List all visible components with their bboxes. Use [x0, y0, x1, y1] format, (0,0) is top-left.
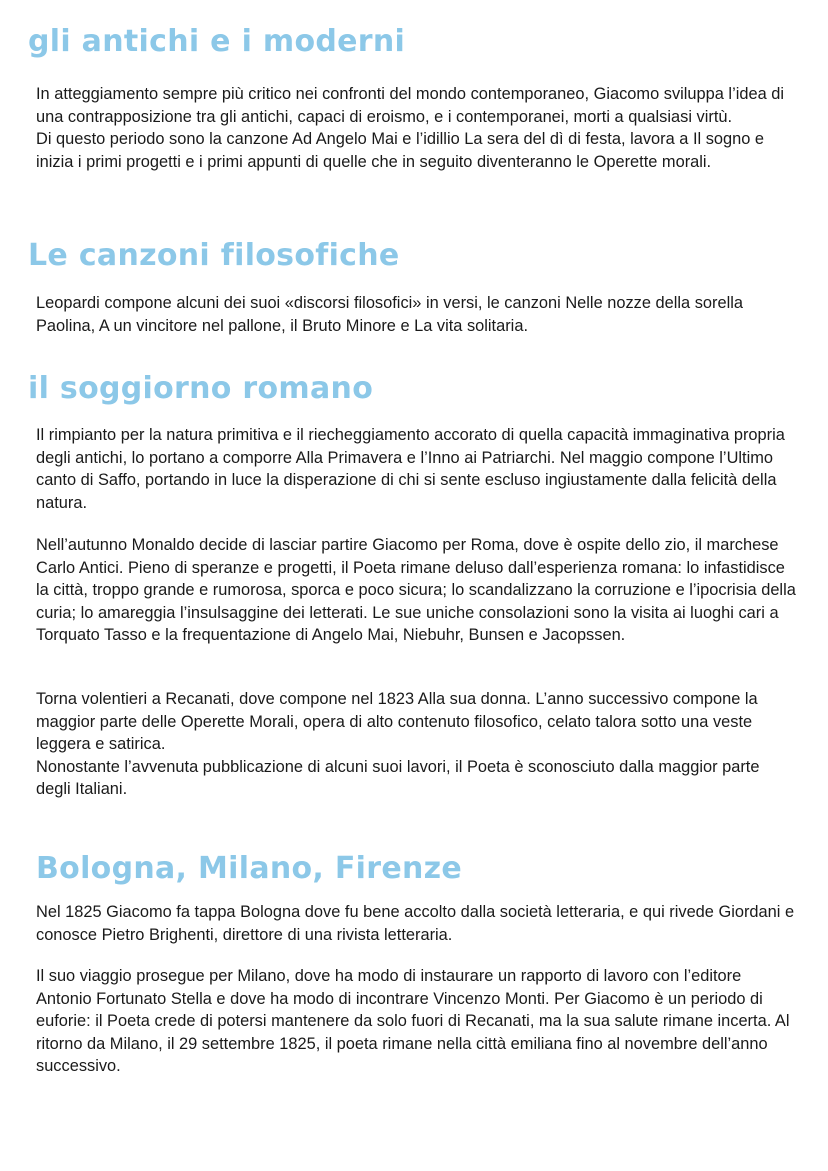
section-body-canzoni: [36, 292, 798, 337]
section-body-romano-2: [36, 534, 798, 647]
paragraph: Il suo viaggio prosegue per Milano, dove ha modo di instaurare un rapporto di lavoro con l’editore Antonio Fortunato Stella e dove ha modo di incontrare Vincenzo Monti. Per Giacomo è un periodo di euforie: il Poeta crede di potersi mantenere da solo fuori di Recanati, ma la sua salute rimane incerta. Al ritorno da Milano, il 29 settembre 1825, il poeta rimane nella città emiliana fino al novembre dell’anno successivo.: [36, 967, 790, 1076]
section-title-antichi: gli antichi e i moderni: [28, 24, 406, 59]
section-body-romano-3: [36, 688, 798, 801]
paragraph: Torna volentieri a Recanati, dove compone nel 1823 Alla sua donna. L’anno successivo compone la maggior parte delle Operette Morali, opera di alto contenuto filosofico, celato talora sotto una veste leggera e satirica.: [36, 690, 758, 754]
section-title-romano: il soggiorno romano: [28, 371, 374, 406]
section-title-canzoni: Le canzoni filosofiche: [28, 238, 400, 273]
paragraph: Di questo periodo sono la canzone Ad Angelo Mai e l’idillio La sera del dì di festa, lavora a Il sogno e inizia i primi progetti e i primi appunti di quelle che in seguito diventeranno le Operette morali.: [36, 130, 765, 171]
paragraph: Nell’autunno Monaldo decide di lasciar partire Giacomo per Roma, dove è ospite dello zio, il marchese Carlo Antici. Pieno di speranze e progetti, il Poeta rimane deluso dall’esperienza romana: lo infastidisce la città, troppo grande e rumorosa, sporca e poco sicura; lo scandalizzano la corruzione e l’ipocrisia della curia; lo amareggia l’insulsaggine dei letterati. Le sue uniche consolazioni sono la visita ai luoghi cari a Torquato Tasso e la frequentazione di Angelo Mai, Niebuhr, Bunsen e Jacopssen.: [36, 536, 796, 645]
paragraph: Leopardi compone alcuni dei suoi «discorsi filosofici» in versi, le canzoni Nelle nozze della sorella Paolina, A un vincitore nel pallone, il Bruto Minore e La vita solitaria.: [36, 294, 743, 335]
section-body-antichi: [36, 83, 798, 173]
section-body-romano-1: [36, 424, 798, 514]
paragraph: Il rimpianto per la natura primitiva e il riecheggiamento accorato di quella capacità immaginativa propria degli antichi, lo portano a comporre Alla Primavera e l’Inno ai Patriarchi. Nel maggio compone l’Ultimo canto di Saffo, portando in luce la disperazione di chi si sente escluso ingiustamente dalla felicità della natura.: [36, 426, 785, 512]
paragraph: Nonostante l’avvenuta pubblicazione di alcuni suoi lavori, il Poeta è sconosciuto dalla maggior parte degli Italiani.: [36, 757, 760, 799]
paragraph: In atteggiamento sempre più critico nei confronti del mondo contemporaneo, Giacomo sviluppa l’idea di una contrapposizione tra gli antichi, capaci di eroismo, e i contemporanei, morti a qualsiasi virtù.: [36, 85, 785, 126]
section-body-bologna-2: [36, 965, 798, 1078]
paragraph: Nel 1825 Giacomo fa tappa Bologna dove fu bene accolto dalla società letteraria, e qui rivede Giordani e conosce Pietro Brighenti, direttore di una rivista letteraria.: [36, 903, 795, 944]
section-body-bologna-1: [36, 901, 798, 946]
section-title-bologna: Bologna, Milano, Firenze: [36, 851, 463, 886]
